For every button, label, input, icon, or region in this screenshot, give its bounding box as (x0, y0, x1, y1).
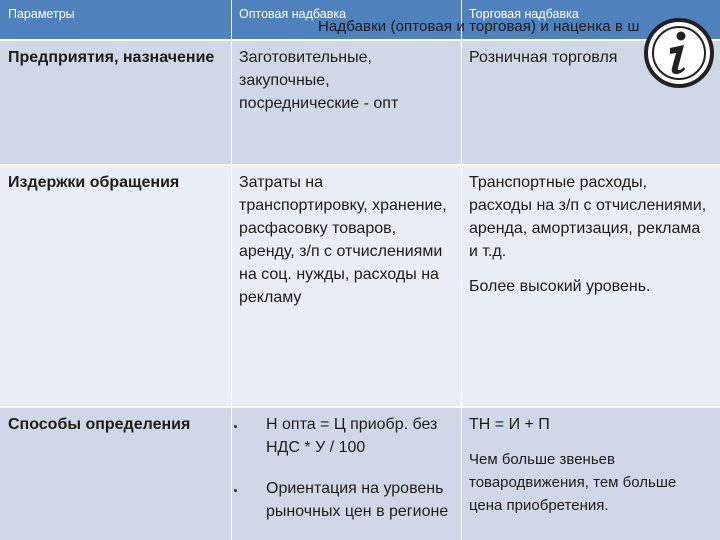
slide-title: Надбавки (оптовая и торговая) и наценка в ш (318, 18, 640, 35)
row2-retail (461, 165, 720, 407)
row1-wholesale (231, 40, 461, 165)
row3-retail-formula: ТН = И + П (469, 416, 550, 433)
row3-retail-note: Чем больше звеньев товародвижения, тем больше цена приобретения. (469, 451, 677, 514)
row3-param-text: Способы определения (8, 416, 191, 433)
bullet-dot (234, 489, 237, 492)
bullet-text: Ориентация на уровень рыночных цен в регионе (266, 480, 449, 520)
header-param: Параметры (0, 0, 231, 40)
row1-param (0, 40, 231, 165)
row2-param-text: Издержки обращения (8, 174, 180, 191)
column-divider (231, 0, 232, 540)
row-divider (0, 406, 720, 408)
row1-retail-text: Розничная торговля (469, 49, 618, 66)
column-divider (461, 0, 462, 540)
row2-wholesale-text: Затраты на транспортировку, хранение, расфасовку товаров, аренду, з/п с отчислениями на соц. нужды, расходы на рекламу (239, 174, 447, 306)
row-divider (0, 164, 720, 166)
row2-retail-note: Более высокий уровень. (469, 278, 651, 295)
row2-retail-text: Транспортные расходы, расходы на з/п с отчислениями, аренда, амортизация, реклама и т.д. (469, 174, 707, 260)
bullet-item (232, 477, 452, 540)
info-icon-graphic (640, 14, 718, 92)
header-retail: Торговая надбавка (461, 0, 720, 40)
bullet-dot (234, 425, 237, 428)
bullet-text: Н опта = Ц приобр. без НДС * У / 100 (266, 416, 438, 456)
row2-param (0, 165, 231, 407)
row-divider (0, 39, 720, 41)
info-icon (640, 14, 718, 92)
row3-retail (461, 407, 720, 540)
row1-param-text: Предприятия, назначение (8, 49, 215, 66)
row3-param (0, 407, 231, 540)
header-wholesale: Оптовая надбавка (231, 0, 461, 40)
row1-wholesale-text: Заготовительные, закупочные, посреднические - опт (239, 49, 399, 112)
bullet-item (232, 413, 452, 463)
row2-wholesale (231, 165, 461, 407)
